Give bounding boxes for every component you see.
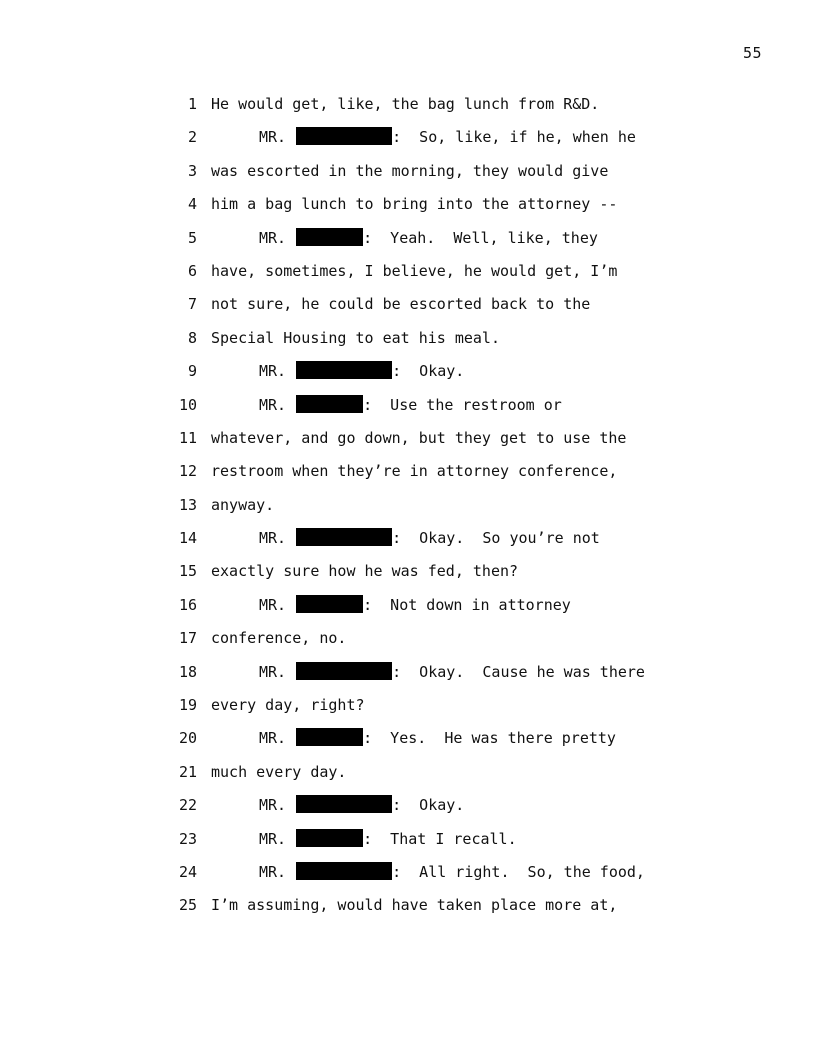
line-text [211,495,274,515]
transcript-line [0,561,816,594]
speech-text: restroom when they’re in attorney conference, [211,462,618,481]
speech-text: : Okay. Cause he was there [392,662,645,681]
line-text [211,662,645,682]
transcript-line [0,762,816,795]
speaker-label: MR. [259,829,287,848]
line-text [211,695,365,715]
line-text [211,862,645,882]
transcript-line [0,261,816,294]
speech-text: exactly sure how he was fed, then? [211,562,519,581]
line-text [211,294,590,314]
transcript-line [0,395,816,428]
line-text [211,328,500,348]
speaker-label: MR. [259,529,287,548]
line-text [211,628,346,648]
speech-text: : Yes. He was there pretty [363,729,616,748]
redaction-bar [296,728,363,746]
redaction-bar [296,829,363,847]
line-text [211,161,608,181]
line-number: 16 [178,595,197,614]
speaker-label: MR. [259,862,287,881]
speaker-label: MR. [259,662,287,681]
line-number: 13 [178,495,197,514]
speaker-label: MR. [259,729,287,748]
speech-text: : That I recall. [363,829,517,848]
line-number: 25 [178,896,197,915]
line-number: 15 [178,562,197,581]
redaction-bar [296,361,392,379]
speaker-label: MR. [259,796,287,815]
redaction-bar [296,528,392,546]
line-number: 7 [187,295,197,314]
line-number: 18 [178,662,197,681]
transcript-line [0,895,816,928]
line-number: 10 [178,395,197,414]
line-text [211,461,617,481]
speech-text: : All right. So, the food, [392,862,645,881]
line-text [211,762,346,782]
speech-text: every day, right? [211,696,365,715]
speech-text: : Not down in attorney [363,595,571,614]
line-number: 21 [178,762,197,781]
line-text [211,194,617,214]
transcript-line [0,294,816,327]
speaker-label: MR. [259,362,287,381]
line-number: 9 [187,362,197,381]
transcript-line [0,461,816,494]
speech-text: conference, no. [211,629,347,648]
speech-text: whatever, and go down, but they get to use the [211,428,627,447]
line-text [211,395,562,415]
transcript-line [0,662,816,695]
line-number: 1 [187,95,197,113]
transcript-line [0,695,816,728]
speaker-label: MR. [259,595,287,614]
line-text [211,261,617,281]
line-number: 17 [178,629,197,648]
transcript-body [0,94,816,929]
speech-text: : Okay. [392,796,465,815]
speech-text: : Use the restroom or [363,395,562,414]
line-number: 2 [187,128,197,147]
line-number: 11 [178,428,197,447]
speech-text: him a bag lunch to bring into the attorney -- [211,195,618,214]
speaker-label: MR. [259,395,287,414]
speech-text: anyway. [211,495,275,514]
line-text [211,795,464,815]
transcript-line [0,528,816,561]
speech-text: : Okay. [392,362,465,381]
redaction-bar [296,228,363,246]
line-text [211,829,517,849]
line-number: 3 [187,161,197,180]
line-text [211,94,599,114]
line-number: 4 [187,195,197,214]
speech-text: : Yeah. Well, like, they [363,228,598,247]
transcript-line [0,862,816,895]
line-text [211,528,600,548]
transcript-line [0,94,816,127]
speech-text: Special Housing to eat his meal. [211,328,500,347]
speaker-label: MR. [259,228,287,247]
line-number: 6 [187,261,197,280]
redaction-bar [296,395,363,413]
redaction-bar [296,595,363,613]
line-number: 14 [178,529,197,548]
transcript-line [0,795,816,828]
line-number: 19 [178,696,197,715]
transcript-line [0,161,816,194]
page-number: 55 [742,44,762,62]
speech-text: was escorted in the morning, they would give [211,161,609,180]
transcript-line [0,428,816,461]
line-number: 20 [178,729,197,748]
line-text [211,895,617,915]
line-number: 8 [187,328,197,347]
transcript-line [0,194,816,227]
transcript-line [0,127,816,160]
speech-text: : Okay. So you’re not [392,529,600,548]
redaction-bar [296,127,392,145]
redaction-bar [296,862,392,880]
speech-text: have, sometimes, I believe, he would get, I’m [211,261,618,280]
line-text [211,595,571,615]
transcript-line [0,595,816,628]
transcript-line [0,228,816,261]
redaction-bar [296,795,392,813]
transcript-line [0,328,816,361]
speech-text: not sure, he could be escorted back to the [211,295,591,314]
line-number: 22 [178,796,197,815]
line-number: 5 [187,228,197,247]
speech-text: He would get, like, the bag lunch from R&D. [211,95,600,113]
line-text [211,728,616,748]
transcript-line [0,361,816,394]
transcript-line [0,728,816,761]
line-text [211,428,626,448]
transcript-line [0,628,816,661]
speech-text: : So, like, if he, when he [392,128,636,147]
line-number: 12 [178,462,197,481]
speech-text: much every day. [211,762,347,781]
line-text [211,228,598,248]
redaction-bar [296,662,392,680]
line-text [211,127,636,147]
transcript-line [0,829,816,862]
line-text [211,561,518,581]
speech-text: I’m assuming, would have taken place more at, [211,896,618,915]
speaker-label: MR. [259,128,287,147]
line-text [211,361,464,381]
line-number: 23 [178,829,197,848]
line-number: 24 [178,862,197,881]
transcript-line [0,495,816,528]
